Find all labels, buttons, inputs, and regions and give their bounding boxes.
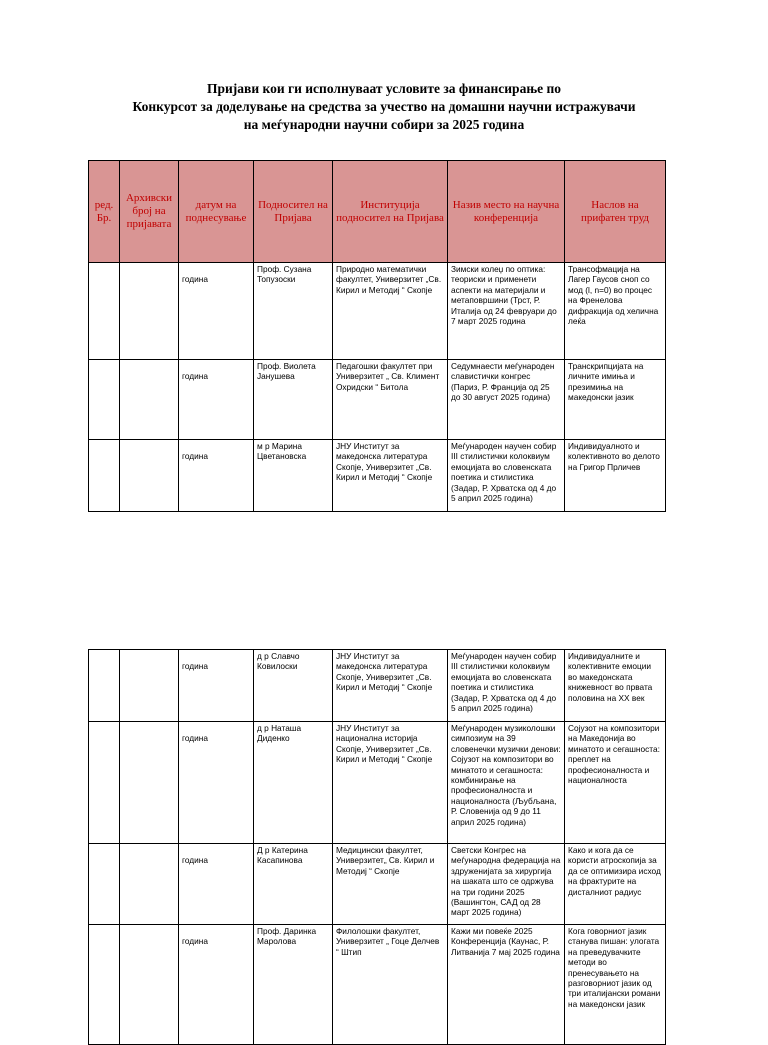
cell-applicant: м р Марина Цветановска — [254, 440, 333, 512]
cell-conference: Меѓународен научен собир III стилистички колоквиум емоцијата во словенската поетика и стилистика (Задар, Р. Хрватска од 4 до 5 април 2025 година) — [448, 650, 565, 722]
cell-archive-number — [120, 360, 179, 440]
header-submission-date: датум на поднесување — [179, 161, 254, 263]
cell-archive-number — [120, 925, 179, 1045]
cell-institution: Природно математички факултет, Универзитет „Св. Кирил и Методиј “ Скопје — [333, 263, 448, 360]
table-row — [89, 925, 666, 1045]
cell-paper: Индивидуалните и колективните емоции во македонската книжевност во првата половина на XX век — [565, 650, 666, 722]
cell-institution: ЈНУ Институт за македонска литература Скопје, Универзитет „Св. Кирил и Методиј “ Скопје — [333, 440, 448, 512]
cell-date: година — [179, 650, 254, 722]
cell-institution: ЈНУ Институт за национална историја Скопје, Универзитет „Св. Кирил и Методиј “ Скопје — [333, 722, 448, 844]
cell-paper: Трансофмација на Лагер Гаусов сноп со мод (l, n=0) во процес на Френелова дифракција од хелична леќа — [565, 263, 666, 360]
header-archive-number: Архивски број на пријавата — [120, 161, 179, 263]
table-row — [89, 440, 666, 512]
header-applicant: Подносител на Пријава — [254, 161, 333, 263]
header-conference: Назив место на научна конференција — [448, 161, 565, 263]
cell-conference: Меѓународен научен собир III стилистички колоквиум емоцијата во словенската поетика и стилистика (Задар, Р. Хрватска од 4 до 5 април 2025 година) — [448, 440, 565, 512]
cell-applicant: Проф. Даринка Маролова — [254, 925, 333, 1045]
cell-paper: Транскрипцијата на личните имиња и презимиња на македонски јазик — [565, 360, 666, 440]
cell-applicant: Проф. Сузана Топузоски — [254, 263, 333, 360]
cell-applicant: д р Наташа Диденко — [254, 722, 333, 844]
cell-institution: Педагошки факултет при Универзитет „ Св. Климент Охридски “ Битола — [333, 360, 448, 440]
table-header-row — [89, 161, 666, 263]
cell-institution: Филолошки факултет, Универзитет „ Гоце Делчев “ Штип — [333, 925, 448, 1045]
header-paper-title: Наслов на прифатен труд — [565, 161, 666, 263]
applications-table-page-1 — [88, 160, 666, 512]
title-line-1: Пријави кои ги исполнуваат условите за финансирање по — [207, 81, 561, 96]
cell-row-number — [89, 360, 120, 440]
cell-row-number — [89, 844, 120, 925]
table-row — [89, 650, 666, 722]
cell-conference: Светски Конгрес на меѓународна федерација на здруженијата за хирургија на шаката што се одржува на три години 2025 (Вашингтон, САД од 28 март 2025 година) — [448, 844, 565, 925]
cell-applicant: д р Славчо Ковилоски — [254, 650, 333, 722]
cell-applicant: Проф. Виолета Јанушева — [254, 360, 333, 440]
cell-archive-number — [120, 440, 179, 512]
cell-date: година — [179, 925, 254, 1045]
header-institution: Институција подносител на Пријава — [333, 161, 448, 263]
cell-paper: Сојузот на композитори на Македонија во минатото и сегашноста: преплет на професионалноста и националноста — [565, 722, 666, 844]
cell-archive-number — [120, 844, 179, 925]
table-row — [89, 263, 666, 360]
cell-row-number — [89, 650, 120, 722]
cell-conference: Зимски колеџ по оптика: теориски и применети аспекти на материјали и метаповршини (Трст, Р. Италија од 24 февруари до 7 март 2025 година — [448, 263, 565, 360]
cell-institution: ЈНУ Институт за македонска литература Скопје, Универзитет „Св. Кирил и Методиј “ Скопје — [333, 650, 448, 722]
cell-conference: Кажи ми повеќе 2025 Конференција (Каунас, Р. Литванија 7 мај 2025 година — [448, 925, 565, 1045]
cell-paper: Како и кога да се користи атроскопија за да се оптимизира исход на фрактурите на дисталниот радиус — [565, 844, 666, 925]
document-title — [0, 80, 768, 134]
cell-date: година — [179, 440, 254, 512]
applications-table-page-2 — [88, 649, 666, 1045]
cell-archive-number — [120, 650, 179, 722]
cell-conference: Меѓународен музиколошки симпозиум на 39 словенечки музички денови: Сојузот на композитори во минатото и сегашноста: комбинирање на професионалноста и националноста (Љубљана, Р. Словенија од 9 до 11 април 2025 година) — [448, 722, 565, 844]
cell-applicant: Д р Катерина Касапинова — [254, 844, 333, 925]
cell-date: година — [179, 844, 254, 925]
cell-conference: Седумнаести меѓународен славистички конгрес (Париз, Р. Франција од 25 до 30 август 2025 година) — [448, 360, 565, 440]
cell-row-number — [89, 440, 120, 512]
table-row — [89, 844, 666, 925]
cell-institution: Медицински факултет, Универзитет„ Св. Кирил и Методиј “ Скопје — [333, 844, 448, 925]
title-line-3: на меѓународни научни собири за 2025 година — [243, 117, 525, 132]
cell-row-number — [89, 263, 120, 360]
table-row — [89, 360, 666, 440]
cell-date: година — [179, 263, 254, 360]
cell-row-number — [89, 925, 120, 1045]
cell-archive-number — [120, 263, 179, 360]
cell-date: година — [179, 722, 254, 844]
cell-paper: Кога говорниот јазик станува пишан: улогата на преведувачките методи во пренесувањето на разговорниот јазик од три италијански романи на македонски јазик — [565, 925, 666, 1045]
header-row-number: ред. Бр. — [89, 161, 120, 263]
cell-date: година — [179, 360, 254, 440]
cell-paper: Индивидуалното и колективното во делото на Григор Прличев — [565, 440, 666, 512]
cell-row-number — [89, 722, 120, 844]
cell-archive-number — [120, 722, 179, 844]
table-row — [89, 722, 666, 844]
title-line-2: Конкурсот за доделување на средства за учество на домашни научни истражувачи — [132, 99, 636, 114]
